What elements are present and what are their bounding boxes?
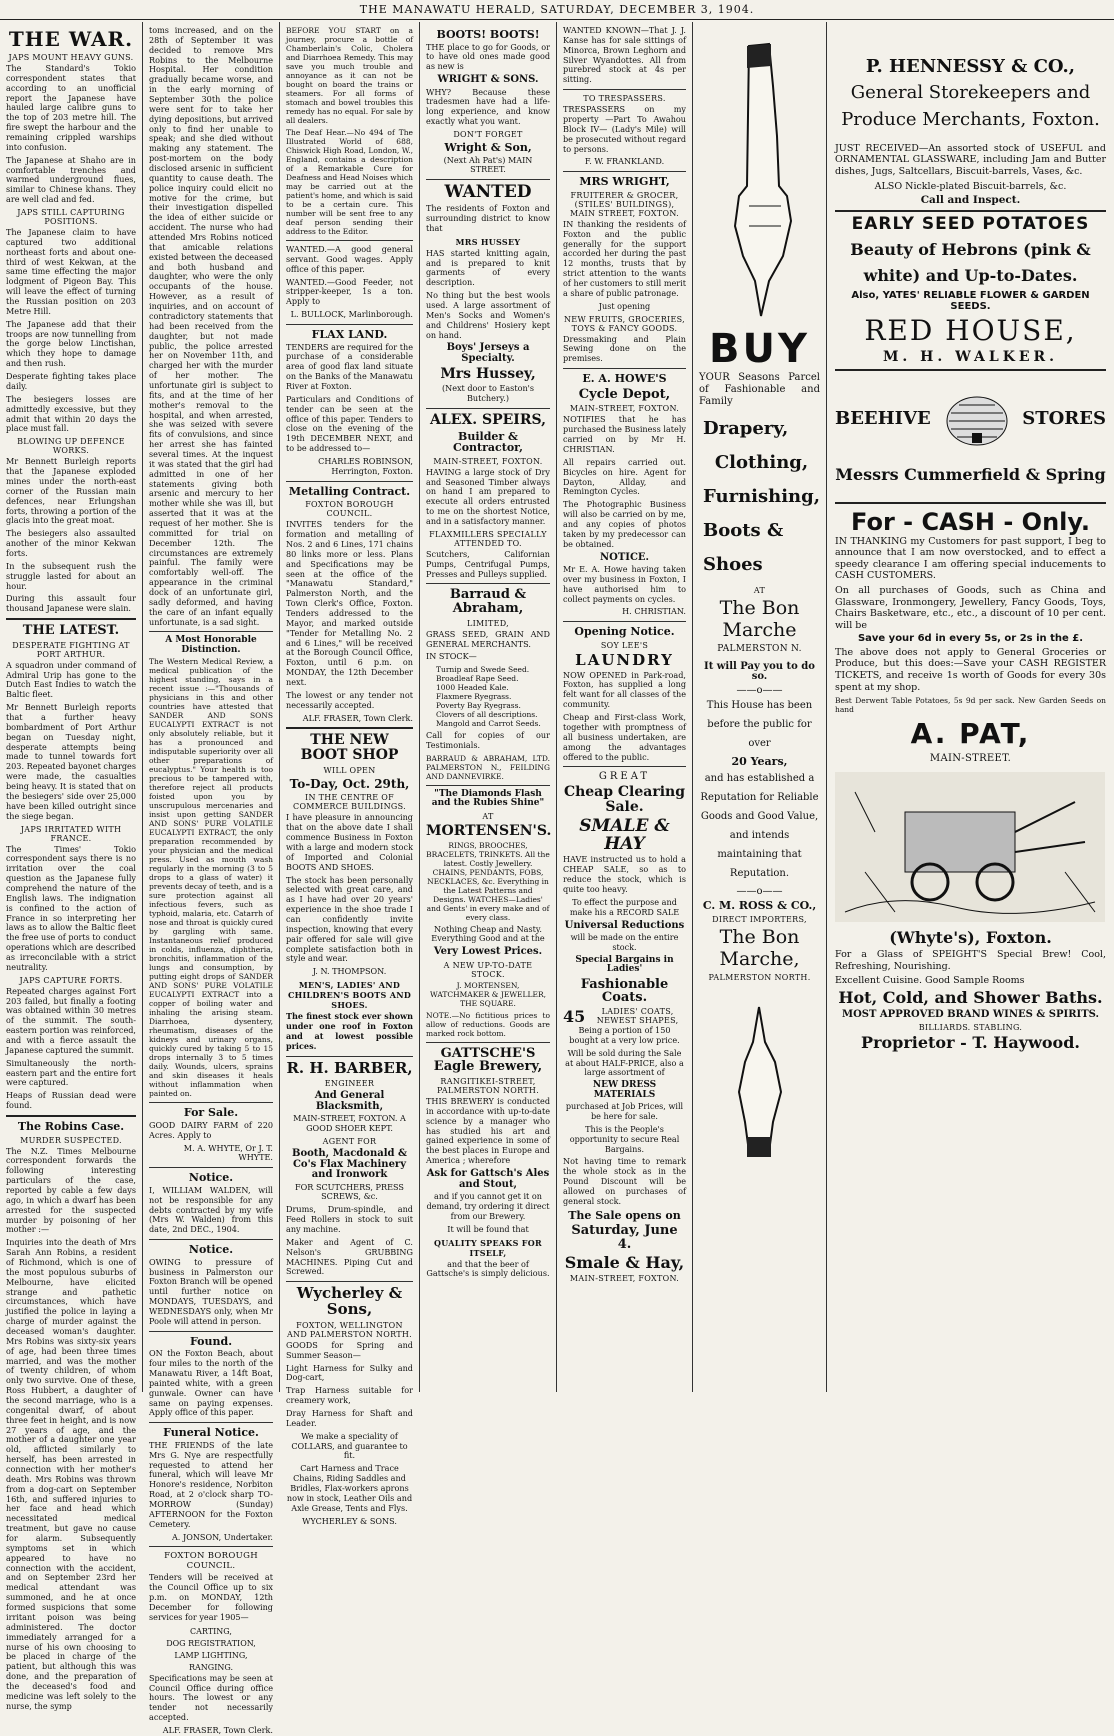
pointing-hand-image (699, 1002, 820, 1062)
ad-text: GOOD DAIRY FARM of 220 Acres. Apply to (149, 1119, 273, 1140)
ad-heading: MRS WRIGHT, (579, 175, 670, 189)
coats-count: 45 (563, 1006, 586, 1026)
ad-subheading: A NEW UP-TO-DATE STOCK. (443, 960, 533, 979)
ad-text: Scutchers, Californian Pumps, Centrifugal Pumps, Presses and Pulleys supplied. (426, 548, 550, 579)
ad-heading: Wycherley & Sons, (296, 1284, 403, 1319)
ad-subheading: AGENT FOR (322, 1137, 377, 1147)
column-war-news (0, 22, 142, 1711)
article-paragraph: Simultaneously the north-eastern part and the entire fort were captured. (6, 1057, 136, 1088)
ad-text: Specifications may be seen at Council Office during office hours. The lowest or any tender not necessarily accepted. (149, 1672, 273, 1723)
subheading: JAPS IRRITATED WITH FRANCE. (20, 824, 122, 843)
ad-heading: Beauty of Hebrons (pink & white) and Up-to-Dates. (850, 240, 1091, 285)
ad-text: OWING to pressure of business in Palmerston our Foxton Branch will be opened until further notice on MONDAYS, TUESDAYS, and WEDNESDAYS only, when Mr Poole will attend in person. (149, 1256, 273, 1326)
divider (426, 785, 550, 786)
ad-subheading: RANGITIKEI-STREET, PALMERSTON NORTH. (436, 1077, 540, 1096)
ad-text: The Photographic Business will also be carried on by me, and any copies of photos taken by my predecessor can be obtained. (563, 499, 686, 549)
pointing-hand-up-icon (699, 1002, 820, 1162)
ad-heading: And General Blacksmith, (314, 1090, 385, 1112)
list-item: CARTING, (190, 1626, 232, 1636)
ad-heading: M. H. WALKER. (882, 349, 1059, 366)
ad-subheading: GREAT (598, 771, 651, 783)
ad-heading: MORTENSEN'S. (426, 822, 552, 839)
ad-text: This House has been before the public for over (706, 699, 813, 749)
ad-text: I, WILLIAM WALDEN, will not be responsible for any debts contracted by my wife (Mrs W. Walden) from this date, 2nd DEC., 1904. (149, 1184, 273, 1235)
column-tenders (280, 22, 419, 1526)
ad-subheading: NEW FRUITS, GROCERIES, TOYS & FANCY GOODS. (564, 314, 685, 333)
ad-subheading: FLAXMILLERS SPECIALLY ATTENDED TO. (429, 529, 547, 548)
divider (149, 631, 273, 632)
list-item: Mangold and Carrot Seeds. (436, 719, 541, 729)
ad-text: Light Harness for Sulky and Dog-cart, (286, 1362, 413, 1383)
article-paragraph: In the subsequent rush the struggle lasted for about an hour. (6, 560, 136, 591)
ad-text: and if you cannot get it on demand, try ordering it direct from our Brewery. (426, 1191, 550, 1221)
divider (149, 1546, 273, 1547)
article-paragraph: The Japanese add that their troops are now tunnelling from the gorge below Linctishan, which they hope to damage and then rush. (6, 318, 136, 369)
masthead: THE MANAWATU HERALD, SATURDAY, DECEMBER 3, 1904. (0, 0, 1114, 20)
ad-text: NOW OPENED in Park-road, Foxton, has supplied a long felt want for all classes of the community. (563, 669, 686, 710)
ad-text: The Deaf Hear.—No 494 of The Illustrated World of 688, Chiswick High Road, London, W., England, contains a description of a Remarkable Cure for Deafness and Head Noises which may be carried out at the patient's home, and which is said to be a certain cure. This number will be sent free to any deaf person sending their address to the Editor. (286, 128, 413, 236)
ad-heading: C. M. ROSS & CO., (702, 899, 817, 913)
column-bon-marche (693, 22, 826, 1392)
coach-illustration-icon (835, 772, 1105, 922)
ad-heading: Call and Inspect. (920, 194, 1021, 207)
ad-subheading: AT (482, 811, 494, 821)
ad-text: Dray Harness for Shaft and Leader. (286, 1407, 413, 1428)
ad-text: THIS BREWERY is conducted in accordance with up-to-date science by a manager who has studied his art and gained experience in some of the best places in Europe and America ; wherefore (426, 1096, 550, 1166)
ad-heading: STORES (1022, 408, 1106, 430)
ad-heading: For - CASH - Only. (851, 507, 1090, 536)
ad-text: IN THANKING my Customers for past support, I beg to announce that I am now overstocked, and to effect a speedy clearance I am offering special inducements to CASH CUSTOMERS. (835, 535, 1106, 582)
ad-heading: A. PAT, (910, 717, 1031, 751)
divider (835, 210, 1106, 212)
divider (149, 1331, 273, 1332)
ad-heading: Opening Notice. (574, 625, 675, 639)
ad-text: Excellent Cuisine. Good Sample Rooms (835, 975, 1025, 987)
ad-heading: Special Bargains in Ladies' (575, 954, 674, 975)
list-item: Drapery, (703, 417, 789, 439)
ad-text: TENDERS are required for the purchase of a considerable area of good flax land situate on the Banks of the Manawatu River at Foxton. (286, 341, 413, 391)
coats-offer (563, 1007, 686, 1026)
ad-signature: BARRAUD & ABRAHAM, LTD. PALMERSTON N., FEILDING AND DANNEVIRKE. (426, 753, 550, 781)
ad-text: Mr E. A. Howe having taken over my business in Foxton, I have authorised him to collect payments on cycles. (563, 564, 686, 604)
ad-text: WANTED.—A good general servant. Good wages. Apply office of this paper. (286, 244, 413, 274)
ad-heading: WANTED (444, 182, 532, 203)
ad-heading: SMALE & HAY (579, 815, 670, 854)
ad-heading: Funeral Notice. (163, 1426, 259, 1440)
ad-text: Best Derwent Table Potatoes, 5s 9d per sack. New Garden Seeds on hand (835, 696, 1106, 715)
ad-heading: Barraud & Abraham, (449, 587, 527, 617)
ad-heading: RED HOUSE, (864, 314, 1077, 348)
article-paragraph: Inquiries into the death of Mrs Sarah Ann Robins, a resident of Richmond, which is one of the most populous suburbs of Melbourne, have elicited strange and pathetic circumstances, which have justified the police in laying a charge of murder against the deceased woman's daughter. Mrs Robins was sixty-six years of age, had been three times married, and was the mother of twenty children, of whom only two survive. One of these, Ross Hubbert, a daughter of the second marriage, who is a congenital dwarf, of about three feet in height, and is now 27 years of age, and the mother of a daughter one year old, afflicted similarly to herself, has been arrested in connection with her mother's death. Mrs Robins was thrown from a dog-cart on September 16th, and suffered injuries to her face and head which necessitated medical treatment, but gave no cause for alarm. Subsequently symptoms set in which appeared to have no connection with the accident, and on September 23rd her medical attendant was summoned, and he at once formed suspicions that some irritant poison was being administered. The doctor immediately arranged for a nurse of his own choosing to be placed in charge of the patient, but although this was done, and the preparation of the deceased's food and medicine was left solely to the nurse, the symp (6, 1237, 136, 1711)
ad-text: HAVE instructed us to hold a CHEAP SALE, so as to reduce the stock, which is quite too heavy. (563, 854, 686, 894)
ad-heading: EARLY SEED POTATOES (851, 214, 1090, 235)
ad-text: RINGS, BROOCHES, BRACELETS, TRINKETS. All the latest. Costly Jewellery. CHAINS, PENDANTS, FOBS, NECKLACES, &c. Everything in the Latest Patterns and Designs. WATCHES—Ladies' and Gents' in every make and of every class. (426, 840, 550, 922)
ad-text: Cart Harness and Trace Chains, Riding Saddles and Bridles, Flax-workers aprons now in stock, Leather Oils and Axle Grease, Tents and Flys. (286, 1463, 413, 1513)
ad-text: Tenders will be received at the Council Office up to six p.m. on MONDAY, 12th December for following services for year 1905— (149, 1572, 273, 1622)
ad-subheading: PALMERSTON NORTH. (708, 972, 811, 982)
article-paragraph: toms increased, and on the 28th of September it was decided to remove Mrs Robins to the Melbourne Hospital. Her condition gradually became worse, and in the early morning of September 30th the police were sent for to take her dying depositions, but arrived only to find her unable to speak; and she died without making any statement. The post-mortem on the body disclosed arsenic in sufficient quantity to cause death. The police inquiry could elicit no motive for the crime, but their investigation dispelled the idea of either suicide or accident. The nurse who had attended Mrs Robins noticed that amicable relations existed between the deceased and both husband and daughter, who were the only occupants of the house. However, as a result of inquiries, and on account of contradictory statements that had been received from the daughter, but not made public, the police arrested her on November 11th, and charged her with the murder of her mother. The unfortunate girl is subject to fits, and at the time of her mother's removal to the hospital, and when arrested, she was seized with severe fits of convulsions, and since her arrest she has fainted several times. At the inquest it was stated that the girl had admitted in one of her statements giving both arsenic and mercury to her mother while she was ill, but asserted that it was at the request of her mother. She is committed for trial on December 12th. The circumstances are extremely painful. The family were comfortably well-off. The appearance in the criminal dock of an unfortunate girl, sadly deformed, and having the care of an infant equally unfortunate, is a sad sight. (149, 25, 273, 627)
ad-text: For a Glass of SPEIGHT'S Special Brew! Cool, Refreshing, Nourishing. (835, 948, 1106, 972)
ad-text: Nothing Cheap and Nasty. Everything Good and at the (431, 923, 545, 944)
section-title: The Robins Case. (17, 1119, 125, 1133)
ad-heading: FOXTON BOROUGH COUNCIL. (164, 1551, 258, 1572)
ad-text: NOTE.—No fictitious prices to allow of reductions. Goods are marked rock bottom. (426, 1010, 550, 1038)
ad-text: BEFORE YOU START on a journey, procure a bottle of Chamberlain's Colic, Cholera and Diarrhoea Remedy. This may save you much trouble and annoyance as it can not be bought on board the trains or steamers. For all forms of stomach and bowel troubles this remedy has no equal. For sale by all dealers. (286, 26, 413, 125)
ad-text: The above does not apply to General Groceries or Produce, but this does:—Save your CASH REGISTER TICKETS, and receive 1s worth of Goods for every 30s spent at my shop. (835, 646, 1106, 693)
divider (149, 1422, 273, 1423)
ad-signature: H. CHRISTIAN. (622, 606, 686, 617)
divider (426, 408, 550, 409)
ad-text: Call for copies of our Testimonials. (426, 730, 550, 751)
divider-ornament: ——o—— (736, 886, 783, 898)
ad-text: To effect the purpose and make his a RECORD SALE (569, 896, 680, 917)
ad-subheading: MRS HUSSEY (455, 236, 521, 247)
ad-signature: ALF. FRASER, Town Clerk. (302, 712, 413, 723)
article-paragraph: Repeated charges against Fort 203 failed, but finally a footing was obtained within 30 metres of the summit. The south-eastern portion was reinforced, and with a fierce assault the Japanese captured the summit. (6, 985, 136, 1055)
ad-text: On all purchases of Goods, such as China and Glassware, Ironmongery, Jewellery, Fancy Goods, Toys, Chairs Basketware, etc., etc., a discount of 10 per cent. will be (835, 585, 1106, 631)
pointing-hand-down-icon (699, 26, 820, 326)
ad-heading: The Sale opens on (568, 1208, 681, 1222)
ad-text: JUST RECEIVED—An assorted stock of USEFUL and ORNAMENTAL GLASSWARE, including Jam and Butter dishes, Jugs, Saltcellars, Biscuit-barrels, Vases, &c. (835, 142, 1106, 178)
section-title: THE WAR. (8, 27, 134, 51)
article-paragraph: The Standard's Tokio correspondent states that according to an unofficial report the Japanese have hauled large calibre guns to the top of 203 metre hill. The fire swept the harbour and the remaining crippled warships into confusion. (6, 63, 136, 152)
ad-text: Maker and Agent of C. Nelson's GRUBBING MACHINES. Piping Cut and Screwed. (286, 1236, 413, 1277)
divider (563, 89, 686, 90)
ad-heading: Saturday, June 4. (571, 1223, 678, 1252)
ad-subheading: ENGINEER (324, 1079, 375, 1089)
ad-text: Trap Harness suitable for creamery work, (286, 1385, 413, 1406)
ad-text: (Next door to Easton's Butchery.) (441, 383, 535, 404)
ad-heading: NEW DRESS MATERIALS (592, 1080, 657, 1100)
ad-text: and has established a Reputation for Reliable Goods and Good Value, and intends maintaining that Reputation. (700, 773, 819, 880)
ad-text: Particulars and Conditions of tender can be seen at the office of this paper. Tenders to close on the evening of the 19th DECEMBER NEXT, and to be addressed to— (286, 393, 413, 454)
ad-heading: THE NEW BOOT SHOP (300, 732, 399, 764)
ad-text: HAVING a large stock of Dry and Seasoned Timber always on hand I am prepared to execute all orders entrusted to me on the shortest Notice, and in a satisfactory manner. (426, 466, 550, 526)
ad-subheading: QUALITY SPEAKS FOR ITSELF, (433, 1237, 543, 1258)
ad-subheading: BILLIARDS. STABLING. (918, 1023, 1023, 1032)
list-item: Clovers of all descriptions. (436, 710, 538, 720)
ad-subheading: PALMERSTON N. (717, 643, 802, 654)
list-item: Broadleaf Rape Seed. (436, 674, 519, 684)
buy-heading: BUY (709, 326, 810, 372)
ad-text: The finest stock ever shown under one roof in Foxton and at lowest possible prices. (286, 1011, 413, 1051)
ad-heading: FLAX LAND. (311, 328, 388, 342)
article-paragraph: The N.Z. Times Melbourne correspondent forwards the following interesting particulars of the case, reported by cable a few days ago, in which a dwarf has been arrested for the suspected murder by poisoning of her mother :— (6, 1145, 136, 1235)
ad-heading: Ask for Gattsch's Ales and Stout, (426, 1168, 550, 1190)
ad-heading: To-Day, Oct. 29th, (289, 776, 410, 791)
ad-heading: E. A. HOWE'S (582, 372, 667, 386)
divider (563, 368, 686, 369)
ad-subheading: FOXTON BOROUGH COUNCIL. (305, 500, 394, 519)
ad-signature: WYCHERLEY & SONS. (302, 1515, 397, 1526)
ad-heading: ALEX. SPEIRS, (430, 411, 546, 428)
services-list (149, 1626, 273, 1674)
ad-text: The lowest or any tender not necessarily accepted. (286, 689, 413, 710)
section-title: THE LATEST. (22, 623, 120, 639)
ad-heading: WRIGHT & SONS. (437, 74, 539, 86)
ad-heading: Fashionable Coats. (580, 976, 669, 1006)
ad-text: IN STOCK— (426, 651, 477, 662)
article-paragraph: The Japanese at Shaho are in comfortable trenches and warmed underground flues, similar to Chinese khans. They are well clad and fed. (6, 154, 136, 205)
ad-heading: A Most Honorable Distinction. (165, 635, 257, 655)
list-item: Flaxmere Ryegrass. (436, 692, 512, 702)
list-item: Boots & Shoes (703, 520, 784, 576)
subheading: JAPS CAPTURE FORTS. (19, 975, 123, 985)
divider (426, 583, 550, 584)
ad-heading: Very Lowest Prices. (433, 946, 543, 958)
divider (149, 1102, 273, 1103)
divider (286, 727, 413, 729)
ad-subheading: LIMITED, (466, 618, 510, 628)
ad-subheading: FRUITERER & GROCER, (STILES' BUILDINGS), MAIN STREET, FOXTON. (569, 190, 680, 218)
ad-heading: Cheap Clearing Sale. (563, 784, 686, 816)
divider (286, 1281, 413, 1282)
ad-signature: ALF. FRASER, Town Clerk. (162, 1724, 273, 1735)
ad-signature: CHARLES ROBINSON, Herrington, Foxton. (318, 456, 413, 476)
subheading: JAPS STILL CAPTURING POSITIONS. (17, 208, 125, 227)
ad-heading: (Whyte's), Foxton. (889, 928, 1052, 948)
subheading: JAPS MOUNT HEAVY GUNS. (8, 53, 134, 62)
ad-subheading: IN THE CENTRE OF COMMERCE BUILDINGS. (293, 793, 406, 812)
ad-subheading: MAIN-STREET, FOXTON. (569, 404, 680, 414)
article-paragraph: During this assault four thousand Japanese were slain. (6, 593, 136, 614)
article-paragraph: Mr Bennett Burleigh reports that the Japanese exploded mines under the north-east corner of the Russian main defences, near Erlungshan forts, throwing a portion of the glacis into the great moat. (6, 456, 136, 526)
ad-heading: Messrs Cummerfield & Spring (835, 464, 1106, 484)
ad-heading: Smale & Hay, (564, 1252, 685, 1272)
ad-heading: The Bon Marche (719, 596, 800, 641)
ad-heading: NOTICE. (599, 551, 650, 563)
list-item: Poverty Bay Ryegrass. (436, 701, 521, 711)
ad-heading: Save your 6d in every 5s, or 2s in the £. (857, 633, 1084, 645)
ad-text: Dressmaking and Plain Sewing done on the premises. (563, 333, 686, 364)
ad-heading: Proprietor - T. Haywood. (861, 1033, 1080, 1052)
ad-subheading: AT (753, 585, 766, 595)
subheading: BLOWING UP DEFENCE WORKS. (17, 437, 125, 456)
ad-subheading: DON'T FORGET (453, 130, 523, 140)
ad-heading: Boys' Jerseys a Specialty. (446, 342, 530, 364)
ad-signature: J. MORTENSEN, WATCHMAKER & JEWELLER, THE SQUARE. (429, 980, 547, 1008)
ad-heading: It will Pay you to do so. (704, 660, 815, 682)
ad-subheading: MAIN-STREET, FOXTON. (433, 456, 543, 466)
ad-heading: Universal Reductions (564, 919, 685, 931)
ad-heading: 20 Years, (731, 754, 788, 768)
divider (286, 481, 413, 482)
ad-heading: Found. (189, 1334, 233, 1348)
divider (149, 1239, 273, 1240)
ad-text: WHY? Because these tradesmen have had a life-long experience, and know exactly what you want. (426, 86, 550, 127)
divider (286, 240, 413, 241)
divider (6, 618, 136, 620)
ad-text: Not having time to remark the whole stock as in the Pound Discount will be allowed on purchases of general stock. (563, 1156, 686, 1206)
ad-text: NOTIFIES that he has purchased the Business lately carried on by Mr H. CHRISTIAN. (563, 414, 686, 454)
ad-subheading: SOY LEE'S (600, 640, 649, 650)
ad-text: purchased at Job Prices, will be here for sale. (565, 1101, 684, 1121)
hotel-illustration (835, 772, 1106, 922)
divider (286, 1056, 413, 1057)
article-paragraph: Mr Bennett Burleigh reports that a further heavy bombardment of Port Arthur began on Tuesday night, desperate attempts being made to tunnel towards fort 203. Repeated bayonet charges were made, the casualties being heavy. It is stated that on the besiegers' side over 25,000 have been killed outright since the siege began. (6, 702, 136, 821)
ad-heading: BOOTS! BOOTS! (436, 28, 540, 41)
list-item: Clothing, (714, 451, 809, 473)
article-paragraph: The besiegers also assaulted another of the minor Kekwan forts. (6, 528, 136, 558)
ad-heading: Notice. (188, 1243, 234, 1257)
ad-subheading: MAIN-STREET. (929, 753, 1012, 765)
ad-signature: L. BULLOCK, Marlinborough. (290, 309, 413, 320)
seed-list (426, 665, 550, 728)
list-item: Turnip and Swede Seed. (436, 665, 530, 675)
ad-heading: BEEHIVE (835, 408, 931, 430)
ad-heading: Wright & Son, (444, 141, 532, 155)
ad-heading: "The Diamonds Flash and the Rubies Shine" (431, 788, 545, 809)
divider-ornament: ——o—— (736, 684, 783, 696)
article-paragraph: Desperate fighting takes place daily. (6, 371, 136, 391)
ad-heading: General Storekeepers and Produce Merchants, Foxton. (841, 81, 1100, 130)
ad-heading: MOST APPROVED BRAND WINES & SPIRITS. (842, 1008, 1099, 1020)
ad-text: No thing but the best wools used. A large assortment of Men's Socks and Women's and Childrens' Hosiery kept on hand. (426, 290, 550, 340)
list-item: LAMP LIGHTING, (174, 1650, 248, 1660)
ad-heading: Metalling Contract. (288, 484, 411, 498)
ad-text: MAIN-STREET, FOXTON. A GOOD SHOER KEPT. (293, 1113, 406, 1134)
list-item: RANGING. (189, 1662, 233, 1672)
goods-list (699, 412, 820, 583)
column-merchants (827, 22, 1114, 1392)
divider (426, 1042, 550, 1043)
ad-text: THE FRIENDS of the late Mrs G. Nye are respectfully requested to attend her funeral, which will leave Mr Honore's residence, Norbiton Road, at 2 o'clock sharp TO-MORROW (Sunday) AFTERNOON for the Foxton Cemetery. (149, 1439, 273, 1529)
ad-signature: M. A. WHYTE, Or J. T. WHYTE. (183, 1142, 273, 1163)
ad-text: IN thanking the residents of Foxton and the public generally for the support accorded her during the past 12 months, trusts that by strict attention to the wants of her customers to still merit a share of public patronage. (563, 218, 686, 298)
ad-text: We make a speciality of COLLARS, and guarantee to fit. (291, 1430, 408, 1461)
ad-text: FOR SCUTCHERS, PRESS SCREWS, &c. (295, 1181, 404, 1202)
ad-text: Cheap and First-class Work, together with promptness of all business undertaken, are among the advantages offered to the public. (563, 712, 686, 762)
ad-heading: Also, YATES' RELIABLE FLOWER & GARDEN SEEDS. (851, 290, 1090, 312)
ad-heading: Cycle Depot, (578, 386, 671, 402)
ad-text: GOODS for Spring and Summer Season— (286, 1339, 413, 1360)
ad-text: and that the beer of Gattsche's is simply delicious. (426, 1258, 550, 1279)
column-robins-notices (143, 22, 279, 1735)
divider (835, 502, 1106, 504)
ad-text: This is the People's opportunity to secure Real Bargains. (569, 1123, 680, 1154)
ad-heading: Booth, Macdonald & Co's Flax Machinery and Ironwork (292, 1148, 407, 1181)
divider (6, 1115, 136, 1117)
ad-heading: P. HENNESSY & CO., (865, 56, 1076, 77)
article-paragraph: The Times' Tokio correspondent says there is no irritation over the coal question as the Japanese fully comprehend the nature of the English laws. The indignation is confined to the action of France in so interpreting her laws as to allow the Baltic fleet the free use of ports to conduct operations which are described as irreconcilable with a strict neutrality. (6, 843, 136, 972)
ad-text: GRASS SEED, GRAIN AND GENERAL MERCHANTS. (426, 628, 550, 649)
divider (563, 766, 686, 767)
ad-text: WANTED.—Good Feeder, not stripper-keeper, 1s a ton. Apply to (286, 276, 413, 307)
ad-heading: For Sale. (183, 1106, 239, 1120)
ad-heading: R. H. BARBER, (286, 1058, 413, 1077)
ad-text: The stock has been personally selected with great care, and as I have had over 20 years' experience in the shoe trade I can confidently invite inspection, knowing that every pair offered for sale will give complete satisfaction both in style and wear. (286, 874, 413, 964)
ad-heading: LAUNDRY (575, 650, 674, 669)
ad-heading: Notice. (188, 1171, 234, 1185)
ad-subheading: WILL OPEN (323, 765, 376, 775)
beehive-stores-banner (835, 389, 1106, 449)
ad-heading: Mrs Hussey, (440, 366, 536, 383)
article-paragraph: The besiegers losses are admittedly excessive, but they admit that within 20 days the place must fall. (6, 393, 136, 434)
article-paragraph: The Japanese claim to have captured two additional northeast forts and about one-third of west Kekwan, at the same time effecting the major lodgment of Pigeon Bay. This will leave the effect of turning the Russian position on 203 Metre Hill. (6, 227, 136, 316)
ad-subheading: MEN'S, LADIES' AND CHILDREN'S BOOTS AND SHOES. (287, 980, 412, 1011)
ad-text: The residents of Foxton and surrounding district to know that (426, 203, 550, 233)
divider (149, 1167, 273, 1168)
ad-text: HAS started knitting again, and is prepared to knit garments of every description. (426, 247, 550, 288)
subheading: DESPERATE FIGHTING AT PORT ARTHUR. (12, 640, 130, 659)
ad-text: WANTED KNOWN—That J. J. Kanse has for sale sittings of Minorca, Brown Leghorn and Silver Wyandottes. All from purebred stock at 4s per sitting. (563, 25, 686, 85)
divider (835, 369, 1106, 371)
ad-text: Being a portion of 150 bought at a very low price. (569, 1024, 680, 1045)
beehive-icon (937, 389, 1017, 449)
ad-text: The Western Medical Review, a medical publication of the highest standing, says in a recent issue :—"Thousands of physicians in this and other countries have attested that SANDER AND SONS EUCALYPTI EXTRACT is not only absolutely reliable, but it has a pronounced and indisputable superiority over all other preparations of eucalyptus." Your health is too precious to be tampered with, therefore reject all products foisted upon you by unscrupulous mercenaries and insist upon getting SANDER AND SONS' PURE VOLATILE EUCALYPTI EXTRACT, the only preparation recommended by your physician and the medical press. Used as mouth wash regularly in the morning (3 to 5 drops to a glass of water) it prevents decay of teeth, and is a sure protection against all infectious fevers, such as typhoid, malaria, etc. Catarrh of nose and throat is quickly cured by gargling with same. Instantaneous relief produced in colds, influenza, diphtheria, bronchitis, inflammation of the lungs and consumption, by putting eight drops of SANDER AND SONS' PURE VOLATILE EUCALYPTI EXTRACT into a copper of boiling water and inhaling the arising steam. Diarrhoea, dysentery, rheumatism, diseases of the kidneys and urinary organs, quickly cured by taking 5 to 15 drops internally 3 to 5 times daily. Wounds, ulcers, sprains and skin diseases it heals without inflammation when painted on. (149, 657, 273, 1099)
ad-text: It will be found that (447, 1223, 529, 1234)
ad-text: Will be sold during the Sale at about HALF-PRICE, also a large assortment of (565, 1047, 684, 1078)
ad-text: will be made on the entire stock. (570, 932, 679, 952)
ad-text: TRESPASSERS on my property —Part To Awahou Block IV— (Lady's Mile) will be prosecuted without regard to persons. (563, 104, 686, 154)
ad-text: THE place to go for Goods, or to have old ones made good as new is (426, 41, 550, 72)
divider (286, 324, 413, 325)
list-item: Furnishing, (703, 485, 820, 507)
ad-heading: The Bon Marche, (719, 925, 800, 970)
ad-signature: F. W. FRANKLAND. (584, 156, 665, 167)
pointing-hand-image (699, 26, 820, 326)
ad-text: I have pleasure in announcing that on the above date I shall commence Business in Foxton with a large and modern stock of Imported and Colonial BOOTS AND SHOES. (286, 812, 413, 872)
ad-signature: J. N. THOMPSON. (312, 966, 387, 977)
ad-text: Drums, Drum-spindle, and Feed Rollers in stock to suit any machine. (286, 1204, 413, 1235)
ad-heading: TO TRESPASSERS. (583, 94, 666, 104)
ad-text: All repairs carried out. Bicycles on hire. Agent for Dayton, Allday, and Remington Cycles. (563, 456, 686, 497)
ad-text: ALSO Nickle-plated Biscuit-barrels, &c. (874, 180, 1067, 192)
ad-text: (Next Ah Pat's) MAIN STREET. (443, 154, 533, 175)
divider (563, 621, 686, 622)
divider (426, 179, 550, 180)
list-item: DOG REGISTRATION, (166, 1638, 256, 1648)
ad-text: INVITES tenders for the formation and metalling of Nos. 2 and 6 Lines, 171 chains 80 links more or less. Plans and Specifications may be seen at the office of the "Manawatu Standard," Palmerston North, and the Town Clerk's Office, Foxton. Tenders addressed to the Mayor, and marked outside "Tender for Metalling No. 2 and 6 Lines," will be received at the Borough Council Office, Foxton, until 6 p.m. on MONDAY, the 12th December next. (286, 519, 413, 688)
article-paragraph: A squadron under command of Admiral Urip has gone to the Dutch East Indies to watch the Baltic fleet. (6, 659, 136, 700)
column-trade-ads (420, 22, 556, 1392)
ad-text: ON the Foxton Beach, about four miles to the north of the Manawatu River, a 14ft Boat, painted white, with a green gunwale. Owner can have same on paying expenses. Apply office of this paper. (149, 1348, 273, 1418)
ad-heading: Hot, Cold, and Shower Baths. (838, 987, 1103, 1007)
ad-subheading: FOXTON, WELLINGTON AND PALMERSTON NORTH. (286, 1320, 413, 1339)
ad-subheading: DIRECT IMPORTERS, (712, 914, 807, 924)
list-item: 1000 Headed Kale. (436, 683, 509, 693)
ad-text: YOUR Seasons Parcel of Fashionable and Family (699, 372, 820, 408)
ad-heading: GATTSCHE'S Eagle Brewery, (433, 1045, 543, 1075)
article-paragraph: Heaps of Russian dead were found. (6, 1090, 136, 1111)
column-shop-ads (557, 22, 692, 1392)
divider (563, 171, 686, 172)
subheading: MURDER SUSPECTED. (20, 1135, 122, 1145)
ad-heading: Builder & Contractor, (452, 429, 524, 455)
ad-signature: MAIN-STREET, FOXTON. (569, 1274, 680, 1284)
ad-text: Just opening (598, 300, 651, 311)
ad-subheading: LADIES' COATS, NEWEST SHAPES, (596, 1007, 679, 1026)
ad-signature: A. JONSON, Undertaker. (171, 1531, 273, 1542)
